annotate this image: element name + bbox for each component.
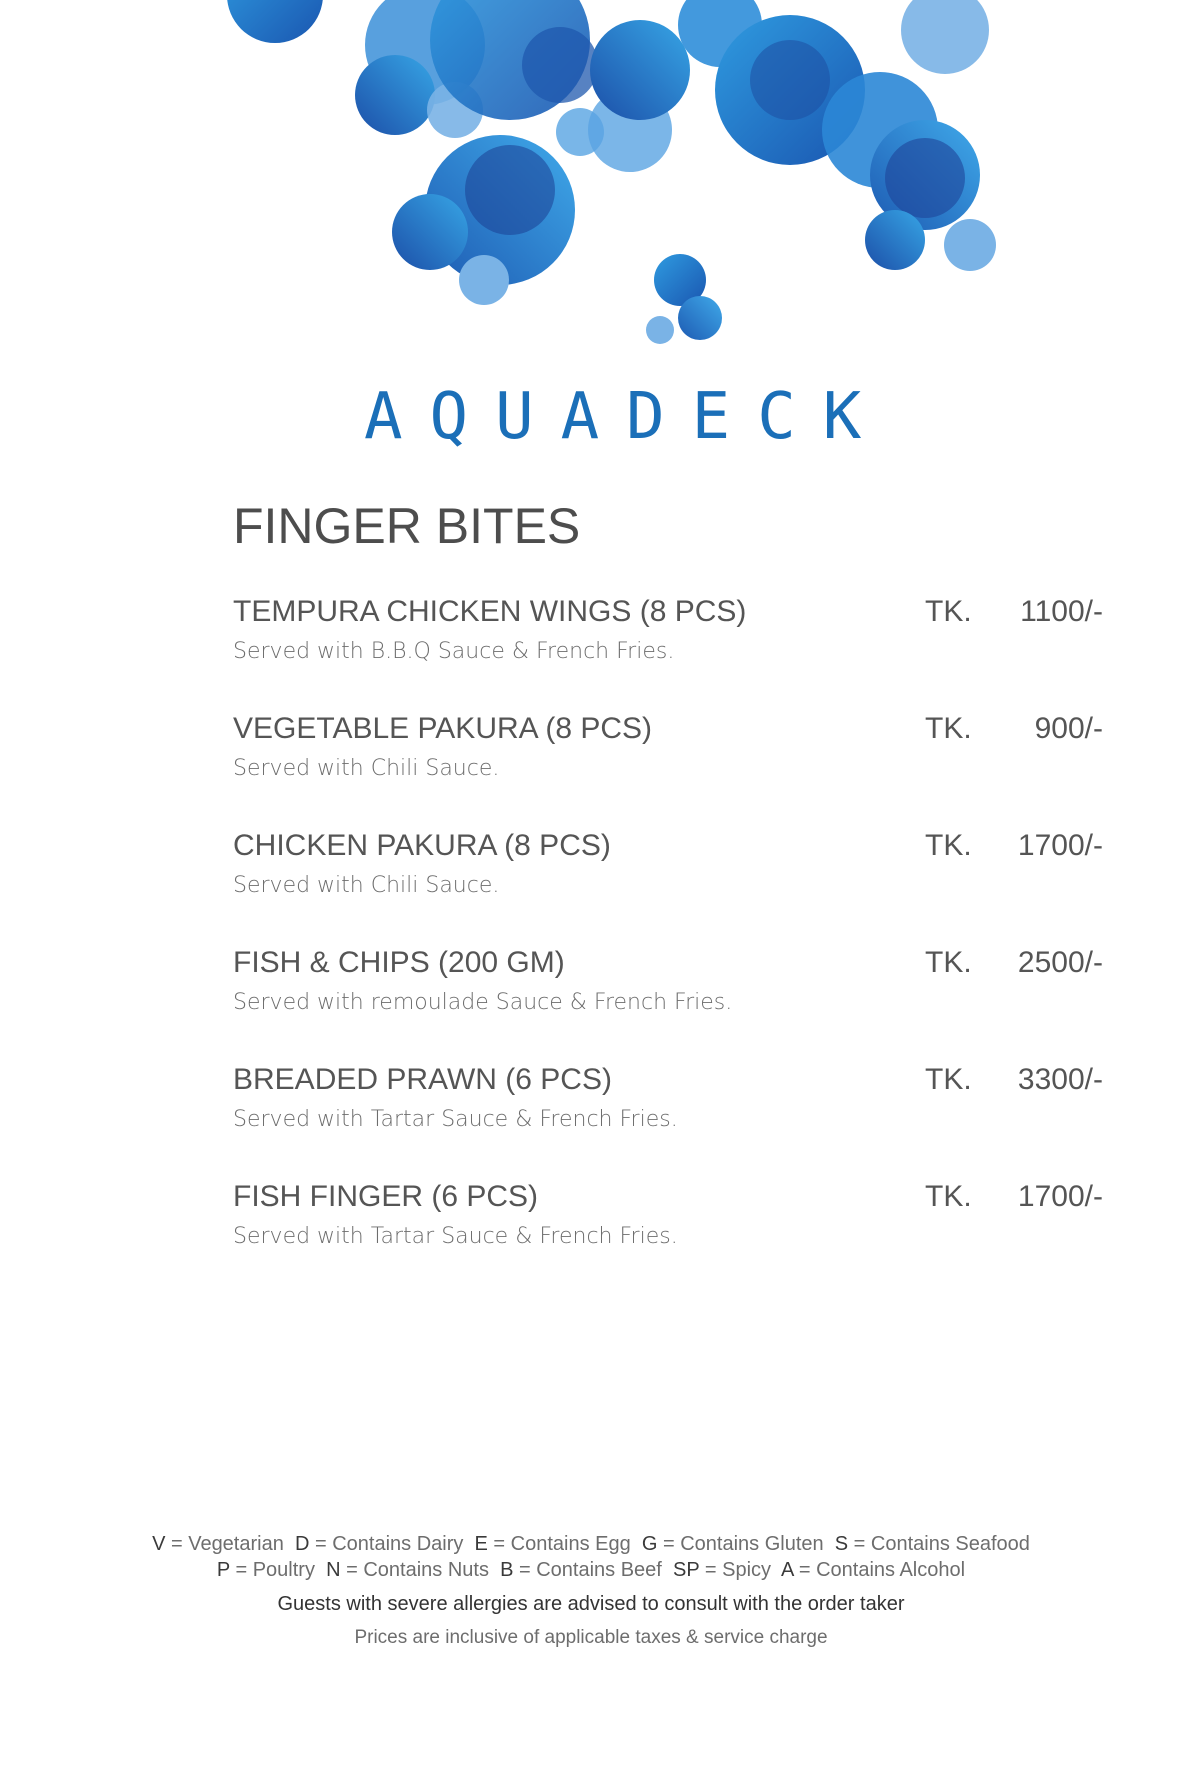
legend-code: B [500, 1559, 514, 1581]
item-name: BREADED PRAWN (6 PCS) [233, 1063, 612, 1096]
menu-item [233, 592, 1103, 709]
legend-code: G [641, 1533, 658, 1555]
item-name: FISH & CHIPS (200 GM) [233, 946, 565, 979]
section-title: FINGER BITES [233, 498, 581, 554]
tax-note: Prices are inclusive of applicable taxes & service charge [354, 1627, 828, 1648]
item-currency: TK. [925, 712, 972, 745]
legend-code: N [326, 1559, 341, 1581]
legend-code: S [834, 1533, 849, 1555]
menu-item [233, 1060, 1103, 1177]
item-price: 1700/- [1017, 1180, 1103, 1213]
menu-item [233, 826, 1103, 943]
legend-code: P [216, 1559, 230, 1581]
item-price: 2500/- [1017, 946, 1103, 979]
legend-code: SP [672, 1559, 700, 1581]
item-currency: TK. [925, 1180, 972, 1213]
item-name: CHICKEN PAKURA (8 PCS) [233, 829, 611, 862]
dietary-legend-line-2: P = Poultry N = Contains Nuts B = Contains Beef SP = Spicy A = Contains Alcohol [216, 1559, 966, 1581]
legend-code: V [152, 1533, 166, 1555]
item-price: 900/- [1034, 712, 1103, 745]
item-description: Served with Tartar Sauce & French Fries. [233, 1107, 678, 1132]
item-description: Served with remoulade Sauce & French Fries. [233, 990, 733, 1015]
item-name: TEMPURA CHICKEN WINGS (8 PCS) [233, 595, 747, 628]
legend-meaning: Contains Alcohol [816, 1559, 966, 1581]
legend-meaning: Contains Gluten [680, 1533, 824, 1555]
legend-meaning: Contains Nuts [363, 1559, 489, 1581]
item-currency: TK. [925, 946, 972, 979]
blue-bubbles-icon [0, 0, 1182, 360]
brand-logo-text: AQUADECK [364, 380, 889, 454]
item-price: 1700/- [1017, 829, 1103, 862]
item-description: Served with Chili Sauce. [233, 873, 500, 898]
item-price: 1100/- [1020, 595, 1103, 628]
legend-meaning: Contains Dairy [332, 1533, 464, 1555]
legend-meaning: Vegetarian [188, 1533, 284, 1555]
item-name: VEGETABLE PAKURA (8 PCS) [233, 712, 653, 745]
item-description: Served with Chili Sauce. [233, 756, 500, 781]
menu-list [233, 592, 1103, 1294]
legend-meaning: Spicy [722, 1559, 772, 1581]
legend-code: D [294, 1533, 310, 1555]
legend-code: E [474, 1533, 488, 1555]
legend-meaning: Poultry [252, 1559, 315, 1581]
legend-meaning: Contains Egg [510, 1533, 631, 1555]
menu-item [233, 1177, 1103, 1294]
item-currency: TK. [925, 829, 972, 862]
item-price: 3300/- [1017, 1063, 1103, 1096]
item-description: Served with B.B.Q Sauce & French Fries. [233, 639, 675, 664]
item-description: Served with Tartar Sauce & French Fries. [233, 1224, 678, 1249]
menu-item [233, 709, 1103, 826]
allergy-note: Guests with severe allergies are advised to consult with the order taker [277, 1593, 905, 1615]
legend-code: A [781, 1559, 794, 1581]
dietary-legend-line-1: V = Vegetarian D = Contains Dairy E = Contains Egg G = Contains Gluten S = Contains Seafood [152, 1533, 1030, 1555]
item-currency: TK. [925, 1063, 972, 1096]
item-name: FISH FINGER (6 PCS) [233, 1180, 539, 1213]
legend-meaning: Contains Seafood [870, 1533, 1030, 1555]
legend-meaning: Contains Beef [536, 1559, 662, 1581]
item-currency: TK. [925, 595, 972, 628]
menu-item [233, 943, 1103, 1060]
